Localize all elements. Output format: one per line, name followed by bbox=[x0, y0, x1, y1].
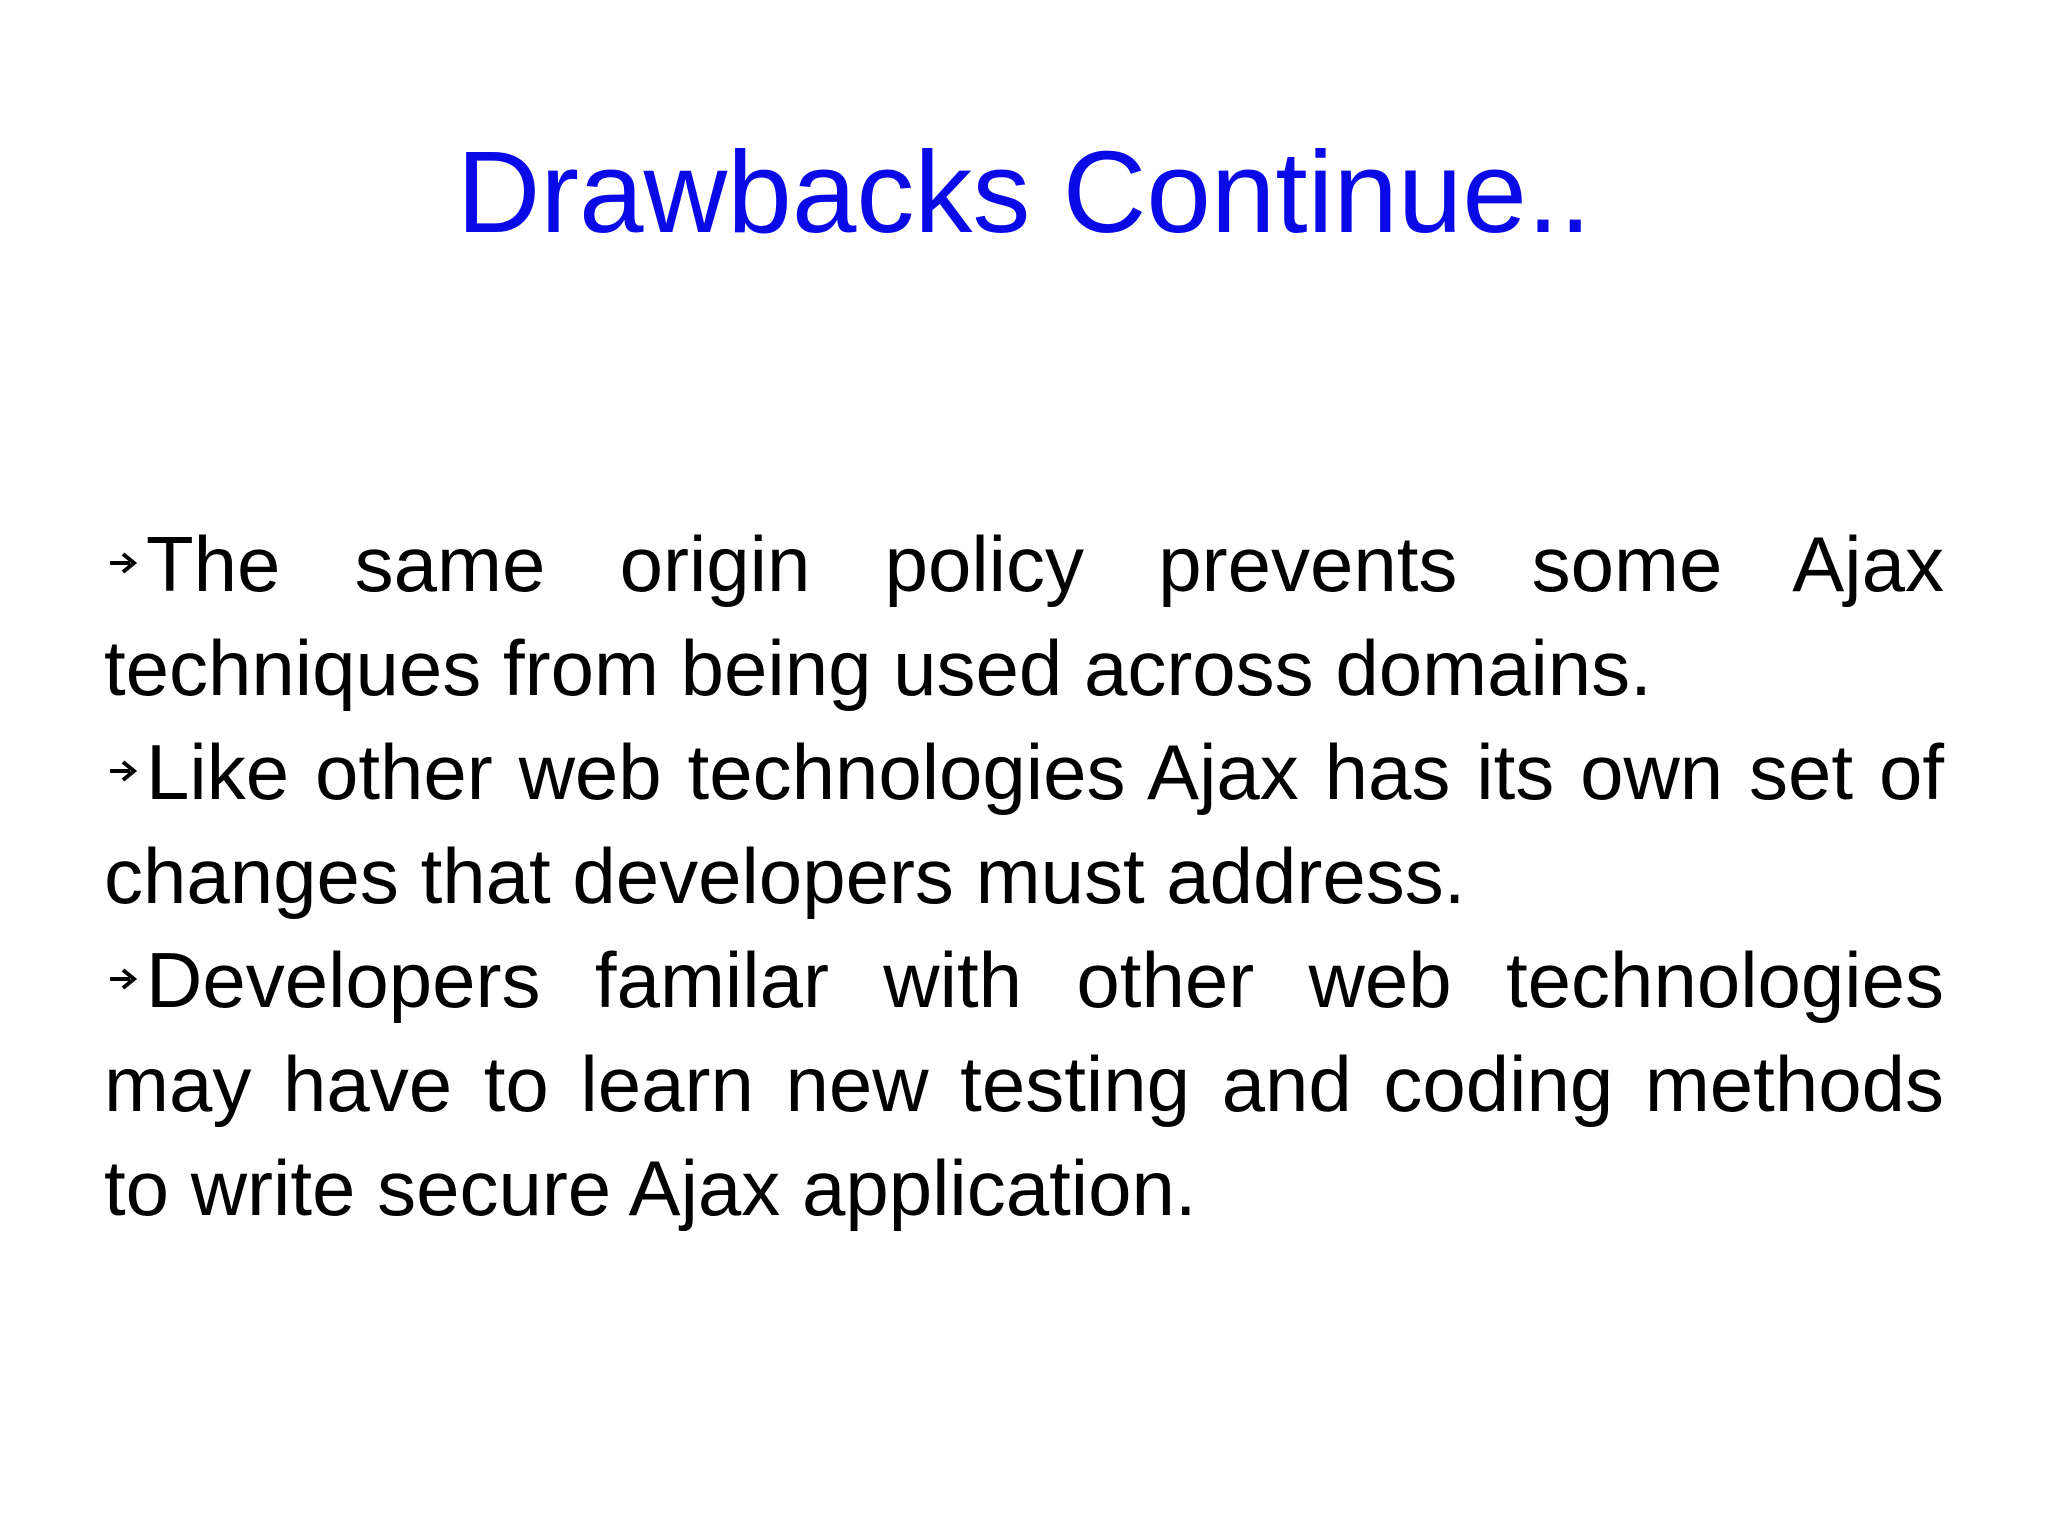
slide-title: Drawbacks Continue.. bbox=[456, 127, 1592, 257]
bullet-list bbox=[104, 512, 1944, 1240]
bullet-item bbox=[104, 928, 1944, 1240]
arrow-right-icon bbox=[104, 512, 146, 616]
arrow-right-icon bbox=[104, 928, 146, 1032]
arrow-right-icon bbox=[104, 720, 146, 824]
bullet-text: Like other web technologies Ajax has its own set of changes that developers must address. bbox=[104, 728, 1944, 920]
bullet-item bbox=[104, 512, 1944, 720]
bullet-item bbox=[104, 720, 1944, 928]
bullet-text: Developers familar with other web technologies may have to learn new testing and coding methods to write secure Ajax application. bbox=[104, 936, 1944, 1232]
bullet-text: The same origin policy prevents some Ajax techniques from being used across domains. bbox=[104, 520, 1944, 712]
